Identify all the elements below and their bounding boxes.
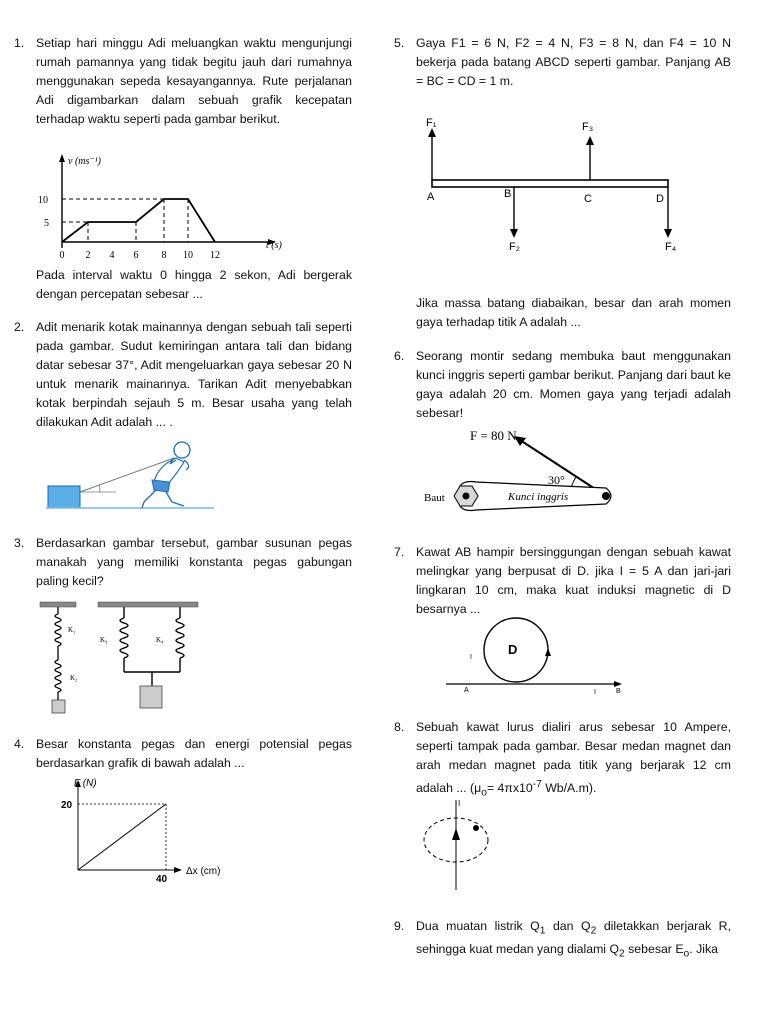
y-axis-label: F (N)	[74, 778, 97, 789]
bolt-label: Baut	[424, 492, 445, 504]
question-text: Dua muatan listrik $Q_1$ dan $Q_2$ diletakkan berjarak R, sehingga kuat medan yang dialami $Q_2$ sebesar $E_o$. Jika	[416, 919, 731, 960]
springs-figure	[40, 602, 215, 718]
y-value-20: 20	[61, 800, 73, 811]
dashed-guides	[62, 199, 188, 242]
support-a	[40, 602, 76, 607]
x-tick-10: 10	[183, 250, 193, 261]
label-a: A	[464, 687, 469, 694]
x-tick-6: 6	[133, 250, 139, 261]
question-text: Setiap hari minggu Adi meluangkan waktu mengunjungi rumah pamannya yang tidak begitu jauh dari rumahnya menggunakan sepeda kesayangannya. Rute perjalanan Adi digambarkan dalam sebuah grafik kecepatan terhadap waktu seperti pada gambar berikut.	[36, 36, 352, 126]
label-d: D	[656, 193, 664, 205]
bolt-center	[463, 493, 470, 500]
label-i2: I	[594, 689, 596, 696]
parallel-springs	[120, 607, 184, 686]
force-extension-graph	[58, 774, 228, 884]
straight-wire-field-figure	[418, 798, 498, 893]
label-i: I	[458, 799, 461, 808]
x-axis-label: Δx (cm)	[186, 866, 221, 877]
mass-a	[52, 700, 65, 713]
question-5-after: Jika massa batang diabaikan, besar dan arah momen gaya terhadap titik A adalah ...	[416, 296, 731, 329]
label-k1: K₁	[68, 626, 76, 634]
force-point	[602, 492, 610, 500]
question-text: Besar konstanta pegas dan energi potensial pegas berdasarkan grafik di bawah adalah ...	[36, 737, 352, 770]
y-tick-10: 10	[38, 195, 48, 206]
question-number: 5.	[394, 36, 405, 50]
center-label: D	[508, 642, 518, 657]
question-text: Sebuah kawat lurus dialiri arus sebesar 10 Ampere, seperti tampak pada gambar. Besar medan magnet dan arah medan magnet pada titik yang berjarak 12 cm adalah ... ($\mu_o= 4\pi x10^{-7}$ Wb/A.m).	[416, 720, 731, 799]
question-number: 8.	[394, 720, 405, 734]
person-body	[154, 458, 184, 484]
person-shorts	[152, 480, 170, 492]
label-b: B	[616, 688, 621, 695]
velocity-line	[62, 199, 215, 242]
question-text: Adit menarik kotak mainannya dengan sebuah tali seperti pada gambar. Sudut kemiringan antara tali dan bidang datar sebesar 37°, Adit mengeluarkan gaya sebesar 20 N untuk menarik mainannya. Tarikan Adit menyebabkan kotak berpindah sejauh 5 m. Besar usaha yang telah dilakukan Adit adalah ... .	[36, 320, 352, 429]
question-number: 3.	[14, 536, 25, 550]
series-springs	[55, 607, 61, 700]
label-i1: I	[470, 654, 472, 661]
question-number: 7.	[394, 545, 405, 559]
y-axis-label: v (ms⁻¹)	[68, 156, 101, 167]
label-a: A	[427, 191, 435, 203]
current-arrow	[452, 828, 460, 840]
x-tick-8: 8	[161, 250, 167, 261]
label-f4: F₄	[665, 241, 677, 253]
toy-box	[48, 486, 80, 508]
question-text: Gaya F1 = 6 N, F2 = 4 N, F3 = 8 N, dan F4 = 10 N bekerja pada batang ABCD seperti gambar. Panjang AB = BC = CD = 1 m.	[416, 36, 731, 88]
force-line	[78, 804, 166, 870]
pulling-box-figure	[46, 436, 216, 516]
x-tick-12: 12	[210, 250, 220, 261]
question-text: Berdasarkan gambar tersebut, gambar susunan pegas manakah yang memiliki konstanta pegas gabungan paling kecil?	[36, 536, 352, 588]
circular-wire-figure	[446, 618, 646, 703]
label-b: B	[504, 188, 512, 200]
x-tick-2: 2	[85, 250, 91, 261]
wrench-label: Kunci inggris	[508, 491, 569, 503]
question-number: 2.	[14, 320, 25, 334]
label-f3: F₃	[582, 121, 594, 133]
y-tick-5: 5	[44, 218, 49, 229]
velocity-time-graph	[32, 152, 332, 262]
wrench-figure	[420, 424, 620, 519]
question-number: 4.	[14, 737, 25, 751]
question-text: Kawat AB hampir bersinggungan dengan sebuah kawat melingkar yang berpusat di D. jika I = 5 A dan jari-jari lingkaran 10 cm, maka kuat induksi magnetic di D besarnya ...	[416, 545, 731, 616]
person-head	[174, 442, 190, 458]
label-k2: K₂	[70, 674, 78, 682]
label-f1: F₁	[426, 117, 437, 129]
question-number: 6.	[394, 349, 405, 363]
question-number: 1.	[14, 36, 25, 50]
angle-arc	[99, 485, 100, 492]
support-b	[98, 602, 198, 607]
mass-b	[140, 686, 162, 708]
label-k3: K₃	[100, 636, 108, 644]
rod	[432, 180, 668, 187]
question-number: 9.	[394, 919, 405, 933]
label-f2: F₂	[509, 241, 520, 253]
person-legs	[142, 490, 184, 508]
question-text: Seorang montir sedang membuka baut menggunakan kunci inggris seperti gambar berikut. Panjang dari baut ke gaya adalah 20 cm. Momen gaya yang terjadi adalah sebesar!	[416, 349, 731, 420]
y-axis-arrow	[59, 154, 65, 162]
point-p	[473, 825, 479, 831]
x-value-40: 40	[156, 874, 168, 885]
label-c: C	[584, 193, 592, 205]
force-label: F = 80 N	[470, 428, 517, 443]
x-tick-0: 0	[59, 250, 65, 261]
question-1-after: Pada interval waktu 0 hingga 2 sekon, Adi bergerak dengan percepatan sebesar ...	[36, 268, 352, 301]
angle-label: 30°	[548, 473, 565, 487]
x-tick-4: 4	[109, 250, 115, 261]
x-axis-label: t (s)	[266, 240, 282, 251]
label-k4: K₄	[156, 636, 164, 644]
rod-forces-figure	[420, 112, 710, 262]
